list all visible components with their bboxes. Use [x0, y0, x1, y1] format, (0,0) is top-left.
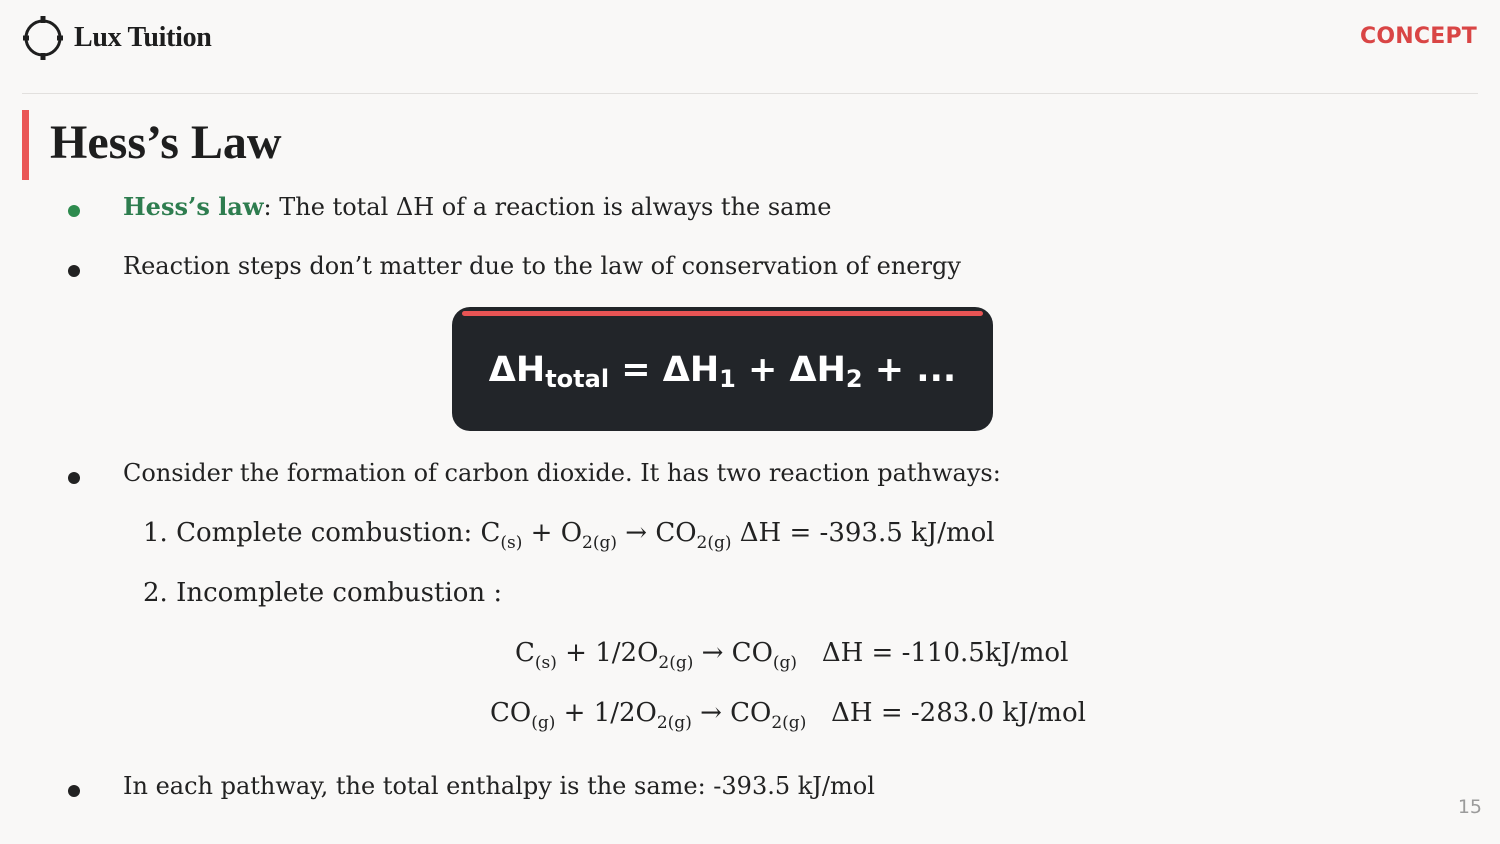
formula-dh-2: + ΔH [735, 350, 846, 390]
eq1-sub-co: (g) [772, 653, 798, 673]
slide-title: Hess’s Law [50, 116, 282, 169]
pathway-incomplete-combustion: 2. Incomplete combustion : [143, 578, 503, 608]
bullet-text: In each pathway, the total enthalpy is the same: -393.5 kJ/mol [123, 772, 875, 800]
pathway1-co2: → CO [617, 518, 697, 548]
eq1-o2: + 1/2O [556, 638, 659, 668]
pathway1-enthalpy: ΔH = -393.5 kJ/mol [731, 518, 995, 548]
brand-name: Lux Tuition [74, 22, 212, 53]
formula-ellipsis: + ... [862, 350, 957, 390]
eq2-co2: → CO [691, 698, 772, 728]
hess-formula [452, 350, 993, 393]
eq1-c: C [515, 638, 535, 668]
brand-logo [22, 14, 212, 62]
pathway1-prefix: 1. Complete combustion: C [143, 518, 501, 548]
bullet-text: Consider the formation of carbon dioxide. It has two reaction pathways: [123, 459, 1001, 487]
pathway1-sub-o2: 2(g) [582, 533, 618, 553]
eq2-enthalpy: ΔH = -283.0 kJ/mol [806, 698, 1086, 728]
pathway1-o2: + O [522, 518, 583, 548]
eq2-sub-o2: 2(g) [656, 713, 692, 733]
eq2-sub-co2: 2(g) [771, 713, 807, 733]
bullet-dot-icon [68, 205, 80, 217]
eq2-sub-g: (g) [531, 713, 556, 733]
title-accent-bar [22, 110, 29, 180]
ring-logo-icon [22, 14, 64, 62]
term-hess-law: Hess’s law [123, 192, 264, 221]
formula-box [452, 307, 993, 431]
bullet-dot-icon [68, 265, 80, 277]
formula-dh-1: = ΔH [609, 350, 720, 390]
page-number: 15 [1457, 796, 1482, 818]
eq1-sub-o2: 2(g) [658, 653, 694, 673]
bullet-text [123, 192, 831, 221]
header-divider [22, 93, 1478, 94]
formula-sub-2: 2 [845, 365, 863, 393]
formula-dh-total: ΔH [488, 350, 546, 390]
bullet-dot-icon [68, 472, 80, 484]
equation-c-to-co [515, 638, 1069, 673]
formula-sub-1: 1 [719, 365, 736, 393]
pathway1-sub-co2: 2(g) [696, 533, 732, 553]
pathway1-sub-s: (s) [500, 533, 523, 553]
bullet-dot-icon [68, 785, 80, 797]
eq1-sub-s: (s) [534, 653, 557, 673]
category-label: CONCEPT [1360, 24, 1477, 49]
bullet-text: Reaction steps don’t matter due to the law of conservation of energy [123, 252, 961, 280]
formula-sub-total: total [545, 365, 610, 393]
eq2-o2: + 1/2O [555, 698, 657, 728]
definition-text: : The total ΔH of a reaction is always the same [263, 193, 832, 221]
eq1-co: → CO [693, 638, 773, 668]
pathway-complete-combustion [143, 518, 995, 553]
eq2-co: CO [490, 698, 532, 728]
formula-accent-bar [462, 311, 983, 316]
eq1-enthalpy: ΔH = -110.5kJ/mol [797, 638, 1069, 668]
equation-co-to-co2 [490, 698, 1086, 733]
